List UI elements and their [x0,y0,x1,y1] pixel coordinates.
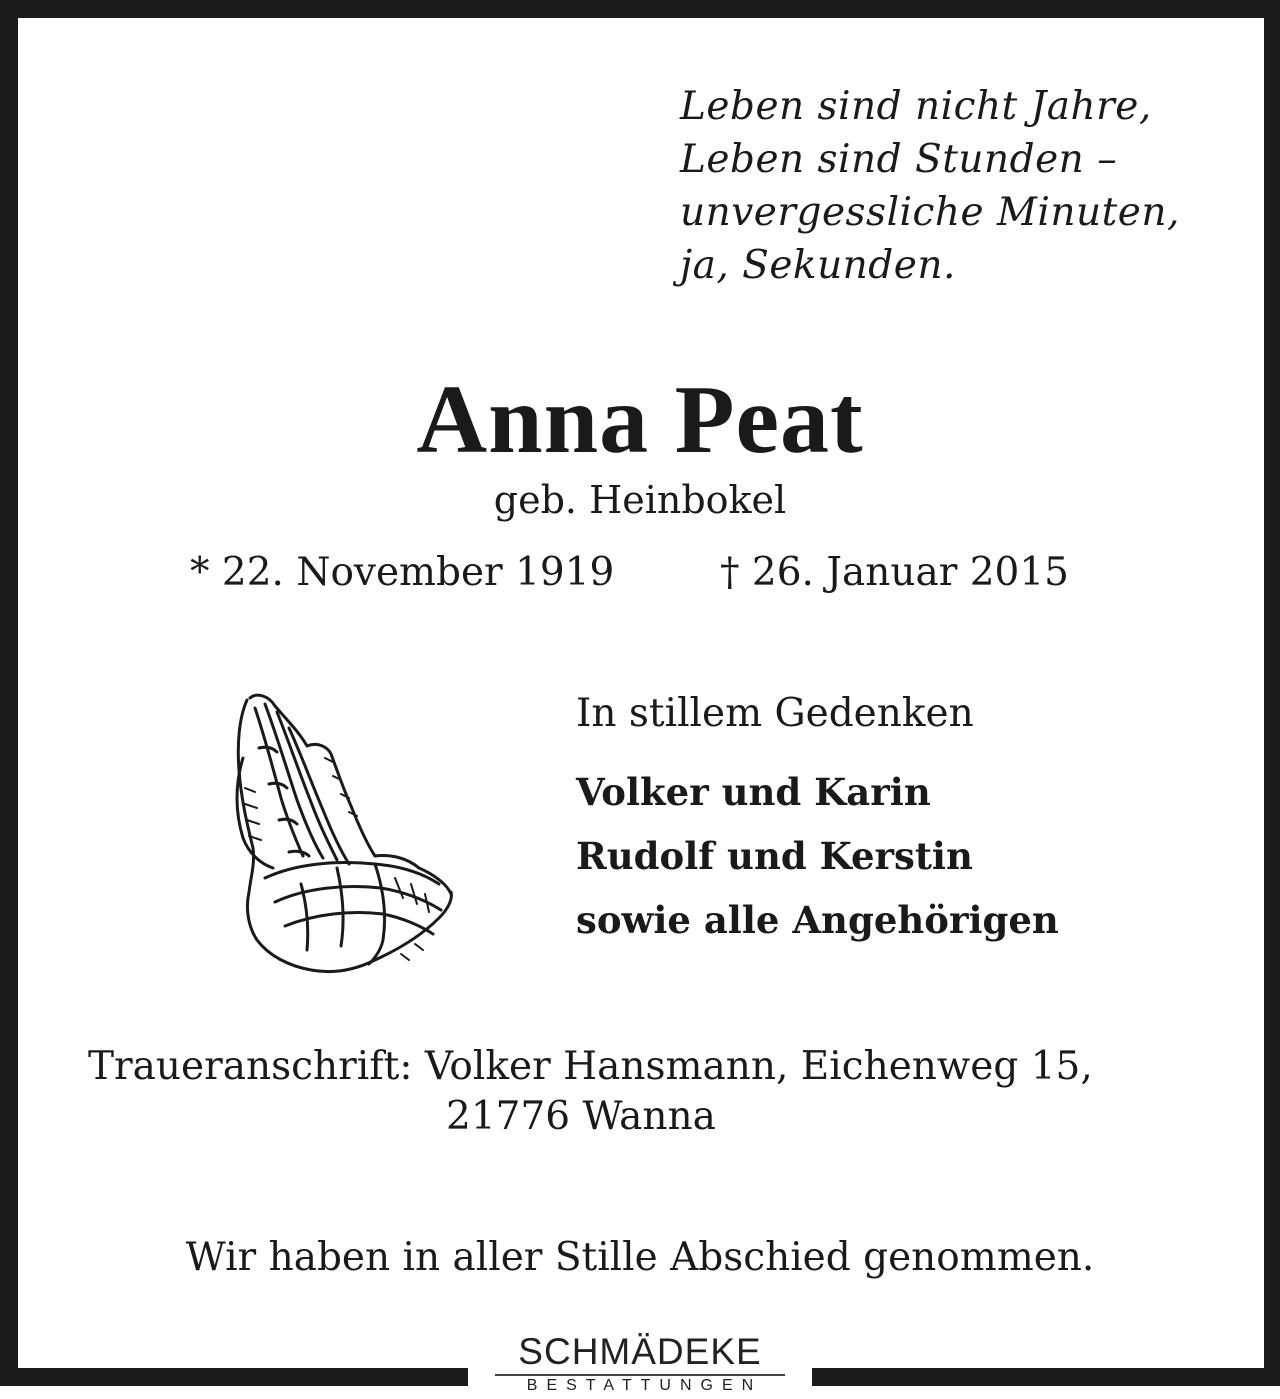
poem-line: unvergessliche Minuten, [680,190,1180,235]
memory-heading: In stillem Gedenken [576,691,974,736]
death-date: † 26. Januar 2015 [720,550,1069,595]
praying-hands-icon [225,688,465,978]
mourner-line: Rudolf und Kerstin [576,834,973,878]
deceased-name: Anna Peat [416,366,864,474]
mourning-address-line1: Traueranschrift: Volker Hansmann, Eichenweg 15, [88,1044,1093,1089]
frame-right-border [1264,0,1280,1386]
mourning-address-line2: 21776 Wanna [446,1094,716,1139]
poem [680,80,1240,292]
poem-line: ja, Sekunden. [680,243,956,288]
frame-bottom-right-border [812,1368,1280,1386]
mourner-line: Volker und Karin [576,770,931,814]
mourner-line: sowie alle Angehörigen [576,898,1059,942]
logo-subtitle: BESTATTUNGEN [526,1377,763,1394]
funeral-home-logo [480,1330,800,1399]
frame-left-border [0,0,18,1386]
logo-name: SCHMÄDEKE [518,1331,762,1372]
mourners-list [576,760,1059,952]
poem-line: Leben sind Stunden – [680,137,1118,182]
frame-top-border [0,0,1280,18]
poem-line: Leben sind nicht Jahre, [680,84,1152,129]
closing-statement: Wir haben in aller Stille Abschied genommen. [185,1235,1095,1280]
birth-name: geb. Heinbokel [493,478,787,522]
frame-bottom-left-border [0,1368,468,1386]
birth-date: * 22. November 1919 [190,550,615,595]
